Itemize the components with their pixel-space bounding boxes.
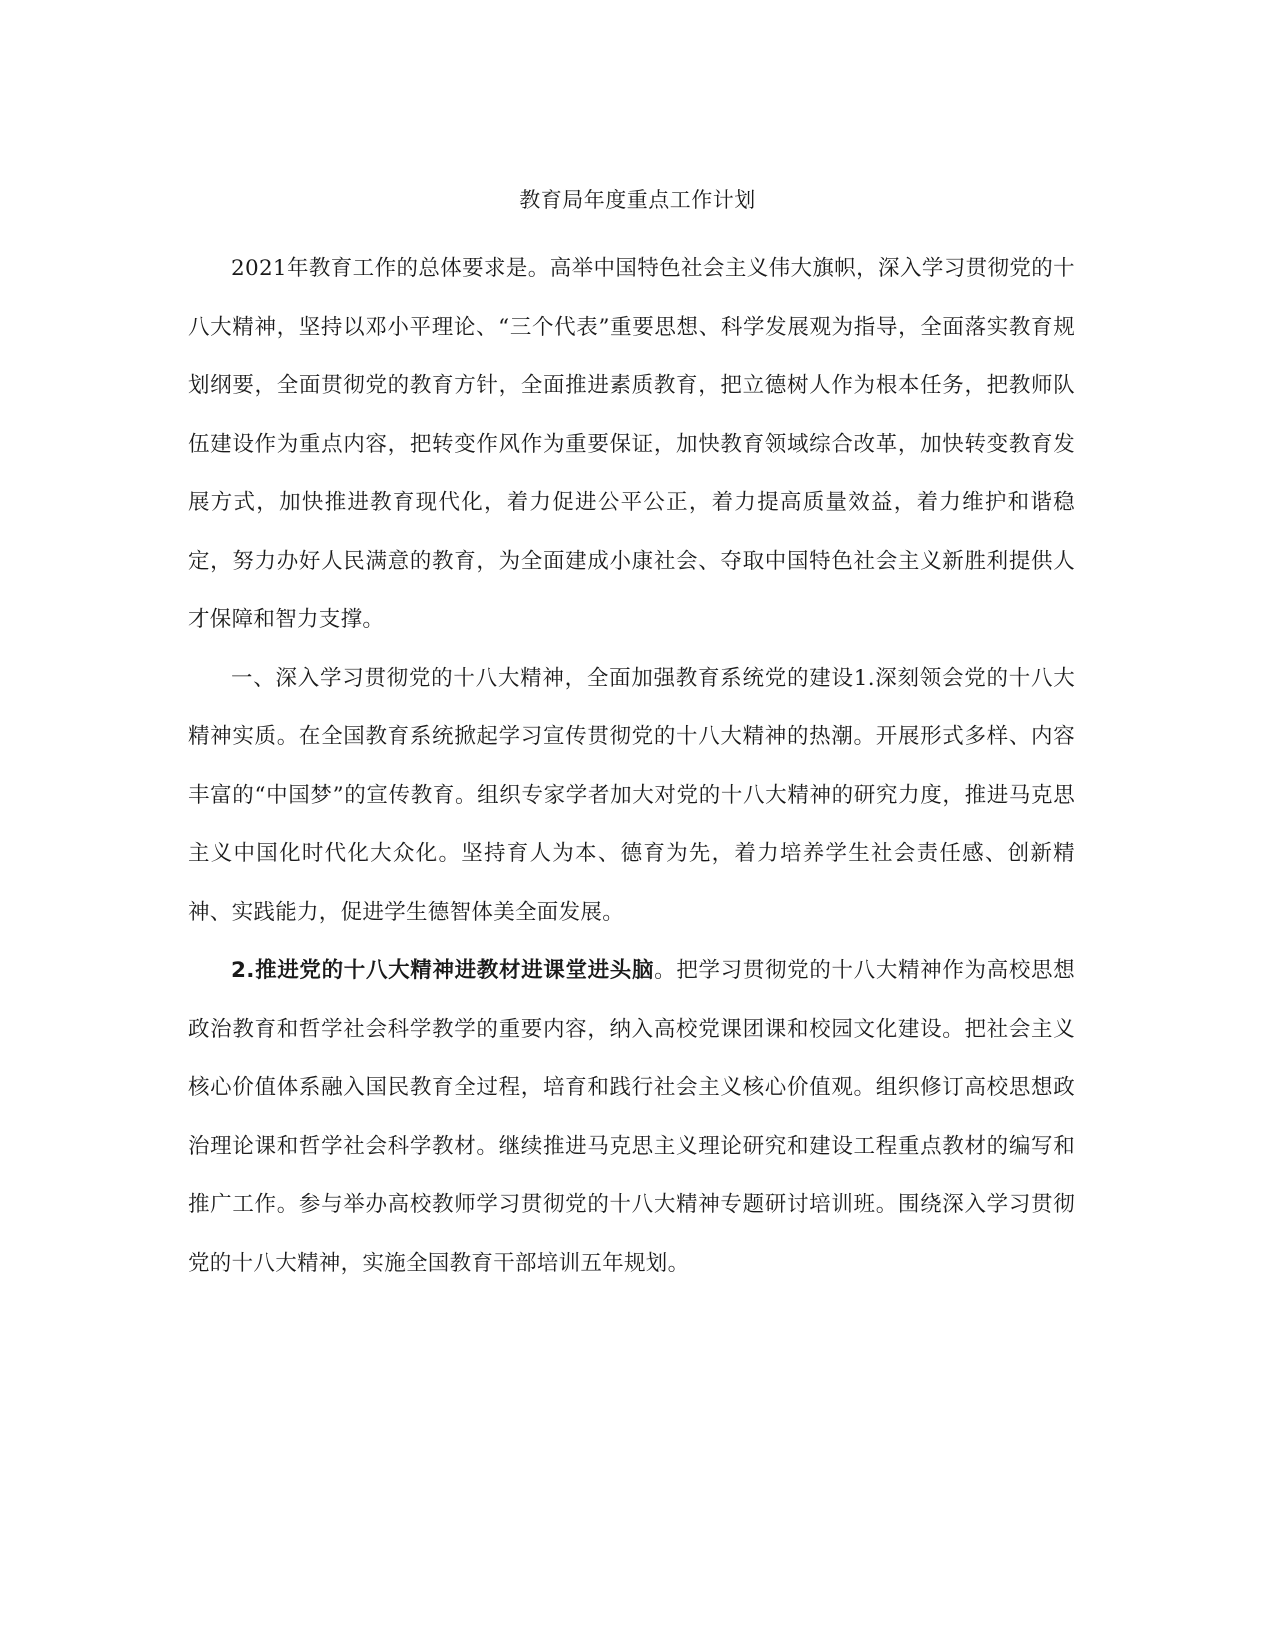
- paragraph-item-two: [188, 942, 1075, 1293]
- paragraph-overall-requirements: 2021年教育工作的总体要求是。高举中国特色社会主义伟大旗帜，深入学习贯彻党的十八大精神，坚持以邓小平理论、“三个代表”重要思想、科学发展观为指导，全面落实教育规划纲要，全面贯彻党的教育方针，全面推进素质教育，把立德树人作为根本任务，把教师队伍建设作为重点内容，把转变作风作为重要保证，加快教育领域综合改革，加快转变教育发展方式，加快推进教育现代化，着力促进公平公正，着力提高质量效益，着力维护和谐稳定，努力办好人民满意的教育，为全面建成小康社会、夺取中国特色社会主义新胜利提供人才保障和智力支撑。: [188, 256, 1075, 632]
- paragraph-section-one: 一、深入学习贯彻党的十八大精神，全面加强教育系统党的建设1.深刻领会党的十八大精神实质。在全国教育系统掀起学习宣传贯彻党的十八大精神的热潮。开展形式多样、内容丰富的“中国梦”的宣传教育。组织专家学者加大对党的十八大精神的研究力度，推进马克思主义中国化时代化大众化。坚持育人为本、德育为先，着力培养学生社会责任感、创新精神、实践能力，促进学生德智体美全面发展。: [188, 665, 1075, 925]
- document-body: [188, 240, 1075, 1293]
- paragraph-item-two-body: 。把学习贯彻党的十八大精神作为高校思想政治教育和哲学社会科学教学的重要内容，纳入高校党课团课和校园文化建设。把社会主义核心价值体系融入国民教育全过程，培育和践行社会主义核心价值观。组织修订高校思想政治理论课和哲学社会科学教材。继续推进马克思主义理论研究和建设工程重点教材的编写和推广工作。参与举办高校教师学习贯彻党的十八大精神专题研讨培训班。围绕深入学习贯彻党的十八大精神，实施全国教育干部培训五年规划。: [188, 958, 1076, 1276]
- paragraph-item-two-heading: 2.推进党的十八大精神进教材进课堂进头脑: [231, 958, 655, 983]
- document-title: 教育局年度重点工作计划: [519, 188, 756, 212]
